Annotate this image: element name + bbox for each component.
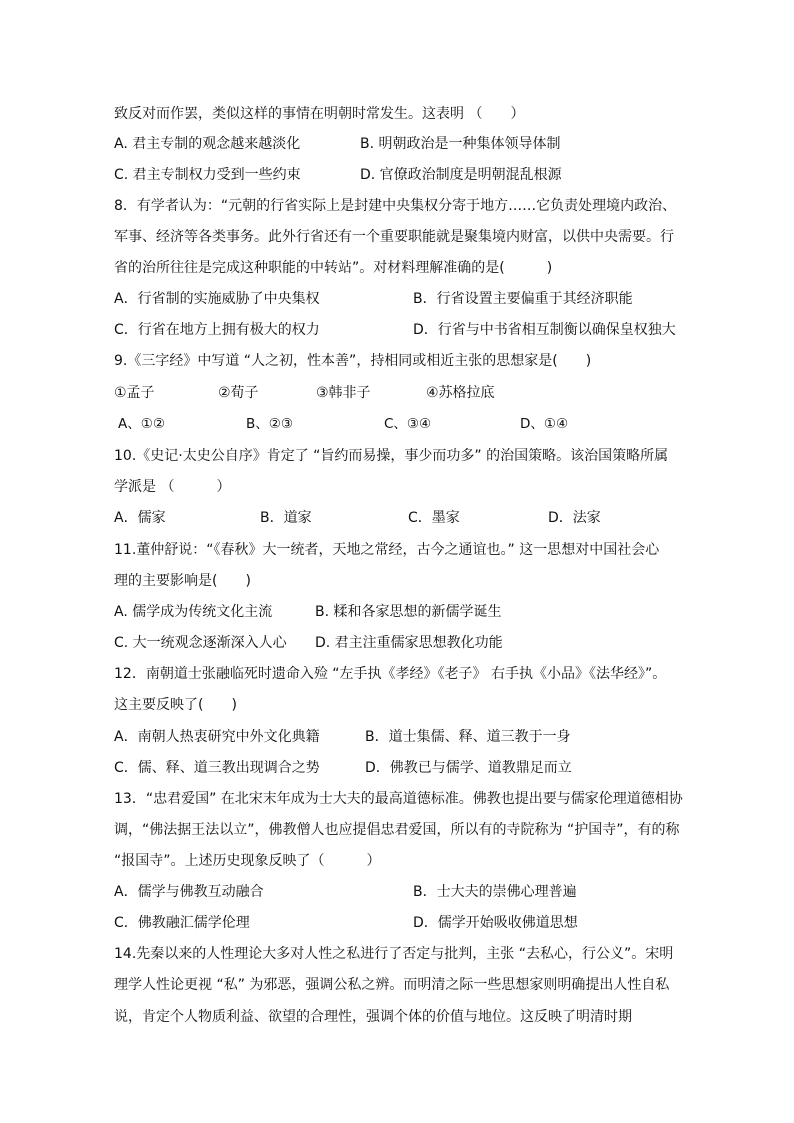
q10-option-a: A．儒家 (114, 510, 166, 526)
q11-stem-line-1: 11.董仲舒说：“《春秋》大一统者，天地之常经，古今之通谊也。” 这一思想对中国社会心 (114, 542, 660, 558)
q11-options-row-2 (114, 633, 684, 653)
q12-option-b: B．道士集儒、释、道三教于一身 (365, 729, 571, 745)
q13-stem-line-3: “报国寺”。上述历史现象反映了（ ） (114, 853, 381, 869)
q14-stem-line-3: 说，肯定个人物质利益、欲望的合理性，强调个体的价值与地位。这反映了明清时期 (114, 1009, 632, 1025)
q8-options-row-2 (114, 320, 684, 340)
q10-option-d: D．法家 (548, 510, 601, 526)
q9-item-4: ④苏格拉底 (426, 385, 495, 401)
q13-option-d: D．儒学开始吸收佛道思想 (413, 915, 578, 931)
q13-options-row-2 (114, 913, 684, 933)
q7-option-c: C. 君主专制权力受到一些约束 (114, 167, 301, 183)
q10-stem-line-1: 10.《史记·太史公自序》肯定了 “旨约而易操，事少而功多” 的治国策略。该治国策略所属 (114, 448, 669, 464)
q11-option-a: A. 儒学成为传统文化主流 (114, 604, 273, 620)
q12-option-a: A．南朝人热衷研究中外文化典籍 (114, 729, 320, 745)
q9-item-3: ③韩非子 (316, 385, 371, 401)
q14-stem-line-2: 理学人性论更视 “私” 为邪恶，强调公私之辨。而明清之际一些思想家则明确提出人性自私 (114, 977, 670, 993)
q13-option-c: C．佛教融汇儒学伦理 (114, 915, 250, 931)
q10-options-row (114, 508, 684, 528)
q7-options-row-2 (114, 165, 684, 185)
q9-option-b: B、②③ (246, 416, 293, 432)
q9-option-a: A、①② (118, 416, 165, 432)
q11-stem-line-2: 理的主要影响是( ) (114, 573, 251, 589)
q13-stem-line-2: 调，“佛法据王法以立”，佛教僧人也应提倡忠君爱国，所以有的寺院称为 “护国寺”，有的称 (114, 822, 680, 838)
q8-option-a: A．行省制的实施威胁了中央集权 (114, 291, 320, 307)
q10-stem-line-2: 学派是 （ ） (114, 479, 231, 495)
q9-items-row (114, 383, 684, 403)
q8-option-d: D．行省与中书省相互制衡以确保皇权独大 (413, 322, 676, 338)
q9-option-c: C、③④ (384, 416, 432, 432)
q12-option-d: D．佛教已与儒学、道教鼎足而立 (365, 760, 572, 776)
q12-option-c: C．儒、释、道三教出现调合之势 (114, 760, 320, 776)
q9-item-2: ②荀子 (218, 385, 259, 401)
q13-option-b: B．士大夫的崇佛心理普遍 (413, 884, 577, 900)
q13-stem-line-1: 13．“忠君爱国” 在北宋末年成为士大夫的最高道德标准。佛教也提出要与儒家伦理道德相协 (114, 791, 683, 807)
q12-stem-line-1: 12．南朝道士张融临死时遗命入殓 “左手执《孝经》《老子》 右手执《小品》《法华经》”。 (114, 666, 667, 682)
q8-stem-line-2: 军事、经济等各类事务。此外行省还有一个重要职能就是聚集境内财富，以供中央需要。行 (114, 229, 674, 245)
q11-options-row-1 (114, 602, 684, 622)
q7-option-a: A. 君主专制的观念越来越淡化 (114, 136, 301, 152)
q12-options-row-1 (114, 727, 684, 747)
q7-option-b: B. 明朝政治是一种集体领导体制 (360, 136, 561, 152)
q12-stem-line-2: 这主要反映了( ) (114, 697, 237, 713)
q13-option-a: A．儒学与佛教互动融合 (114, 884, 264, 900)
q8-stem-line-1: 8．有学者认为：“元朝的行省实际上是封建中央集权分寄于地方……它负责处理境内政治、 (114, 198, 677, 214)
q9-stem: 9.《三字经》中写道 “人之初，性本善”，持相同或相近主张的思想家是( ) (114, 353, 592, 369)
q8-stem-line-3: 省的治所往往是完成这种职能的中转站”。对材料理解准确的是( ) (114, 260, 553, 276)
q14-stem-line-1: 14.先秦以来的人性理论大多对人性之私进行了否定与批判，主张 “去私心，行公义”。宋明 (114, 946, 674, 962)
q8-options-row-1 (114, 289, 684, 309)
q11-option-c: C. 大一统观念逐渐深入人心 (114, 635, 287, 651)
q9-option-d: D、①④ (520, 416, 569, 432)
q9-item-1: ①孟子 (114, 385, 155, 401)
q13-options-row-1 (114, 882, 684, 902)
q9-options-row (118, 414, 688, 434)
q7-options-row-1 (114, 134, 684, 154)
q7-option-d: D. 官僚政治制度是明朝混乱根源 (360, 167, 562, 183)
q11-option-b: B. 糅和各家思想的新儒学诞生 (315, 604, 502, 620)
q11-option-d: D. 君主注重儒家思想教化功能 (315, 635, 503, 651)
intro-tail-line: 致反对而作罢，类似这样的事情在明朝时常发生。这表明 （ ） (114, 106, 525, 122)
q10-option-b: B．道家 (260, 510, 312, 526)
q12-options-row-2 (114, 758, 684, 778)
q8-option-c: C．行省在地方上拥有极大的权力 (114, 322, 320, 338)
q10-option-c: C．墨家 (408, 510, 460, 526)
q8-option-b: B．行省设置主要偏重于其经济职能 (413, 291, 633, 307)
